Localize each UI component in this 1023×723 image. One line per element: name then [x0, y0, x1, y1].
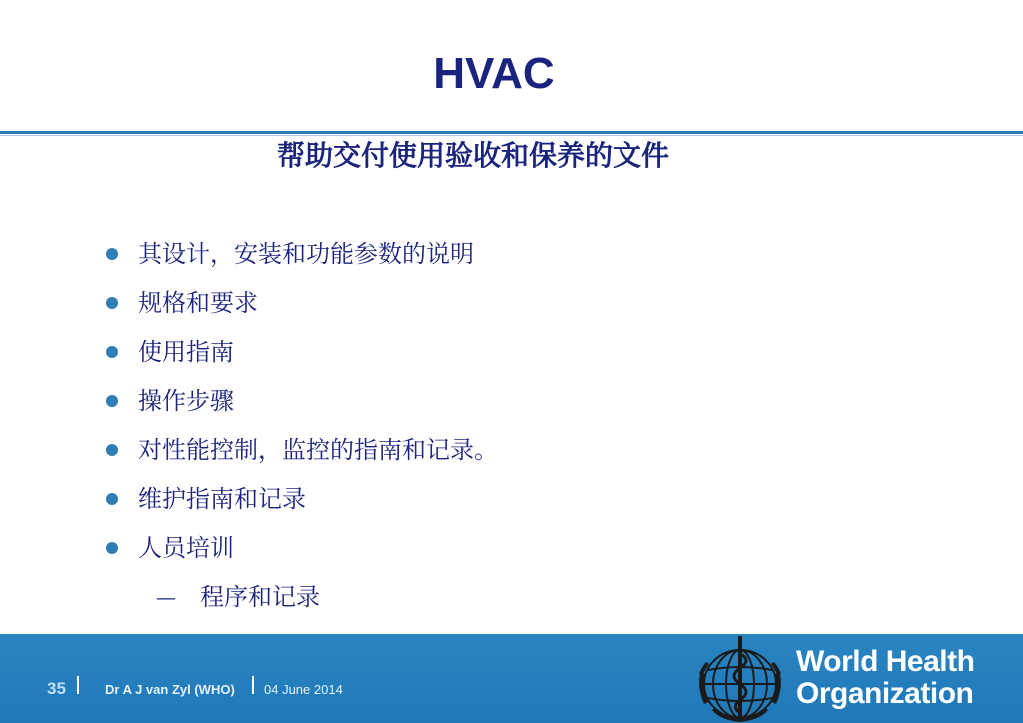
- bullet-text: 规格和要求: [138, 289, 258, 317]
- page-number: 35: [47, 679, 66, 698]
- footer-author: Dr A J van Zyl (WHO): [105, 682, 235, 697]
- bullet-dot-icon: [106, 297, 118, 309]
- bullet-dot-icon: [106, 493, 118, 505]
- bullet-dot-icon: [106, 346, 118, 358]
- who-logo-text: [796, 646, 974, 710]
- footer-separator: [77, 676, 79, 694]
- bullet-dot-icon: [106, 248, 118, 260]
- bullet-text: 使用指南: [138, 338, 234, 366]
- slide-title: HVAC: [433, 49, 555, 98]
- bullet-dot-icon: [106, 395, 118, 407]
- footer-date: 04 June 2014: [264, 682, 343, 697]
- bullet-item: [104, 528, 498, 577]
- bullet-item: [104, 283, 498, 332]
- slide-subtitle: 帮助交付使用验收和保养的文件: [276, 139, 669, 172]
- bullet-dot-icon: [106, 444, 118, 456]
- bullet-item: [104, 332, 498, 381]
- who-emblem-icon: [694, 634, 786, 723]
- who-logo-line1: World Health: [796, 645, 975, 678]
- sub-bullet-text: 程序和记录: [200, 583, 320, 611]
- bullet-dot-icon: [106, 542, 118, 554]
- bullet-item: [104, 234, 498, 283]
- bullet-text: 对性能控制，监控的指南和记录。: [138, 436, 498, 464]
- bullet-item: [104, 479, 498, 528]
- bullet-text: 其设计，安装和功能参数的说明: [138, 240, 474, 268]
- bullet-item: [104, 430, 498, 479]
- bullet-text: 操作步骤: [138, 387, 234, 415]
- bullet-text: 人员培训: [138, 534, 234, 562]
- footer-separator: [252, 676, 254, 694]
- bullet-text: 维护指南和记录: [138, 485, 306, 513]
- sub-bullet-item: [104, 577, 498, 621]
- title-divider: [0, 131, 1023, 134]
- bullet-item: [104, 381, 498, 430]
- who-logo-line2: Organization: [796, 677, 974, 710]
- dash-icon: —: [156, 585, 176, 609]
- bullet-list: [104, 234, 498, 621]
